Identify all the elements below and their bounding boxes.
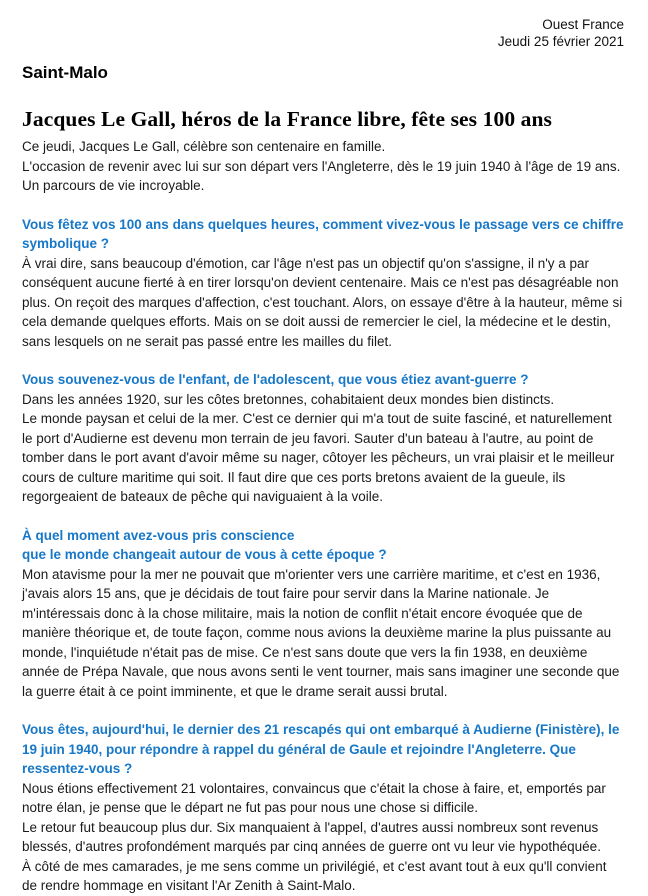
question-line: À quel moment avez-vous pris conscience bbox=[22, 527, 295, 543]
publication-date: Jeudi 25 février 2021 bbox=[497, 34, 624, 49]
question-line: Vous souvenez-vous de l'enfant, de l'adolescent, que vous étiez avant-guerre ? bbox=[22, 372, 529, 387]
answer-paragraph: Le retour fut beaucoup plus dur. Six manquaient à l'appel, d'autres aussi nombreux sont revenus blessés, d'autres profondément marqués par cinq années de guerre ont vu leur vie hypothéquée. bbox=[22, 819, 601, 854]
question-line: que le monde changeait autour de vous à cette époque ? bbox=[22, 547, 387, 562]
answer-paragraph: Dans les années 1920, sur les côtes bretonnes, cohabitaient deux mondes bien distincts. bbox=[22, 391, 555, 407]
intro-paragraph bbox=[22, 137, 624, 196]
interview-question bbox=[22, 720, 624, 779]
qa-list bbox=[22, 215, 624, 896]
intro-line: L'occasion de revenir avec lui sur son départ vers l'Angleterre, dès le 19 juin 1940 à l'âge de 19 ans. Un parcours de vie incroyable. bbox=[22, 158, 621, 193]
interview-answer bbox=[22, 390, 624, 507]
headline: Jacques Le Gall, héros de la France libre, fête ses 100 ans bbox=[22, 107, 553, 131]
answer-paragraph: Nous étions effectivement 21 volontaires, convaincus que c'était la chose à faire, et, emportés par notre élan, je pense que le départ ne fut pas pour nous une chose si difficile. bbox=[22, 780, 606, 815]
answer-paragraph: À vrai dire, sans beaucoup d'émotion, car l'âge n'est pas un objectif qu'on s'assigne, il n'y a par conséquent aucune fierté à en tirer lorsqu'on devient centenaire. Mais ce n'est pas désagréable non plus. On reçoit des marques d'affection, c'est touchant. Alors, on essaye d'être à la hauteur, même si cela demande quelques efforts. Mais on se doit aussi de remercier le ciel, la médecine et le destin, sans lesquels on ne serait pas passé entre les mailles du filet. bbox=[22, 255, 623, 349]
interview-answer bbox=[22, 779, 624, 896]
qa-block bbox=[22, 215, 624, 352]
answer-paragraph: Le monde paysan et celui de la mer. C'est ce dernier qui m'a tout de suite fasciné, et naturellement le port d'Audierne est devenu mon terrain de jeu favori. Sauter d'un bateau à l'autre, au point de tomber dans le port avant d'avoir même su nager, côtoyer les pêcheurs, un vrai plaisir et le meilleur cours de culture maritime qui soit. Il faut dire que ces ports bretons avaient de la gueule, ils regorgeaient de bateaux de pêche qui naviguaient à la voile. bbox=[22, 411, 615, 504]
publication-header bbox=[22, 16, 624, 50]
publication-name: Ouest France bbox=[542, 17, 624, 32]
answer-paragraph: À côté de mes camarades, je me sens comme un privilégié, et c'est avant tout à eux qu'll convient de rendre hommage en visitant l'Ar Zenith à Saint-Malo. bbox=[22, 858, 607, 893]
answer-paragraph: Mon atavisme pour la mer ne pouvait que m'orienter vers une carrière maritime, et c'est en 1936, j'avais alors 15 ans, que je décidais de tout faire pour servir dans la Marine nationale. Je m'intéressais donc à la chose militaire, mais la notion de conflit n'était encore évoquée que de manière théorique et, de toute façon, comme nous avions la deuxième marine la plus puissante au monde, l'inquiétude n'était pas de mise. Ce n'est sans doute que vers la fin 1938, en deuxième année de Prépa Navale, que nous avons senti le vent tourner, mais sans imaginer une seconde que la guerre était à ce point imminente, et que le drame serait aussi brutal. bbox=[22, 566, 620, 699]
intro-line: Ce jeudi, Jacques Le Gall, célèbre son centenaire en famille. bbox=[22, 139, 386, 154]
qa-block bbox=[22, 370, 624, 507]
interview-question bbox=[22, 526, 624, 565]
interview-answer bbox=[22, 254, 624, 352]
qa-block bbox=[22, 526, 624, 702]
interview-answer bbox=[22, 565, 624, 702]
qa-block bbox=[22, 720, 624, 896]
interview-question bbox=[22, 370, 624, 390]
question-line: Vous fêtez vos 100 ans dans quelques heures, comment vivez-vous le passage vers ce chiffre symbolique ? bbox=[22, 216, 624, 251]
question-line: Vous êtes, aujourd'hui, le dernier des 21 rescapés qui ont embarqué à Audierne (Finistère), le 19 juin 1940, pour répondre à rappel du général de Gaule et rejoindre l'Angleterre. Que ressentez-vous ? bbox=[22, 722, 620, 776]
interview-question bbox=[22, 215, 624, 254]
section-title: Saint-Malo bbox=[22, 63, 108, 82]
